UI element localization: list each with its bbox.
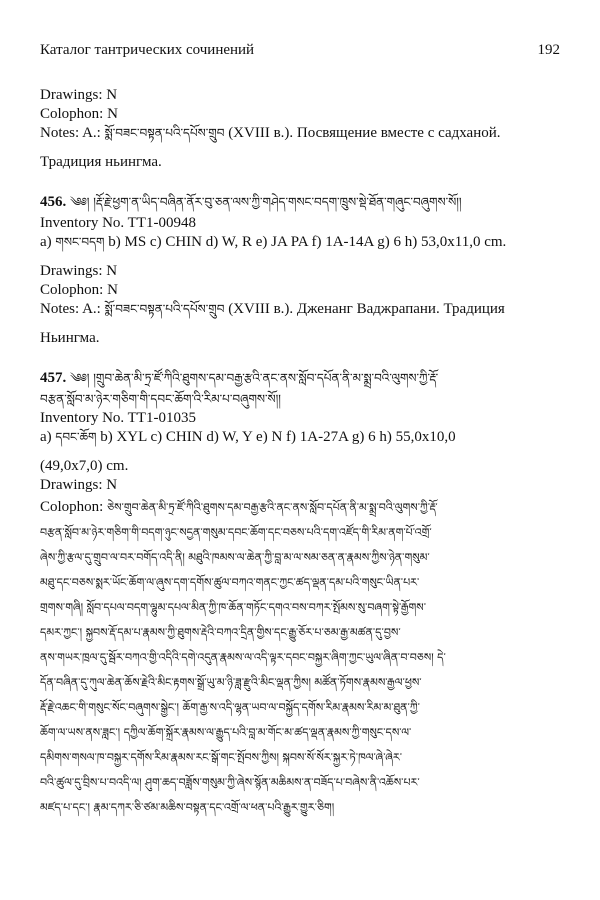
page-number: 192 (537, 42, 560, 58)
entry-number: 456. (40, 194, 67, 210)
entry-details (40, 233, 560, 252)
page-header (40, 40, 560, 60)
notes-continuation: Традиция ньингма. (40, 154, 162, 170)
notes-text: (XVIII в.). Посвящение вместе с садханой. (224, 125, 501, 141)
entry-details (40, 428, 560, 447)
genre-tibetan: དབང་ཆོག (55, 430, 97, 444)
prev-entry (40, 86, 560, 172)
drawings-field: Drawings: N (40, 477, 118, 493)
drawings-field: Drawings: N (40, 87, 118, 103)
author-name-tibetan: སྨོ་བཟང་བསྟན་པའི་དཔོས་གྲུབ (104, 302, 225, 316)
entry-title-tibetan-line2: བརྩན་སློབ་མ་ཉེར་གཅིག་གི་དབང་ཆོག་འི་རིམ་པ་བཞུགས་སོ།། (40, 392, 281, 406)
colophon-line: ནས་གཡར་ཁྲལ་དུ་སྦོར་བཀའ་གྱི་འདིའི་དགེ་འདུན་རྣམས་ལ་འདི་ལྟར་དབང་བསྐྱར་ཞིག་ཀྱང་ཡུལ་ཞིན་བ་བཅས། དེ་ (40, 651, 446, 664)
notes-field (40, 124, 560, 143)
colophon-line: དོན་བཞིན་དུ་ཀུལ་ཆེན་ཆོས་རྗེའི་མིང་རྟགས་སྒྲོ་ཡུ་མ་ཉི་ཟླ་རྫུའི་མིང་ལྡན་ཀྱིས། མཚོན་ཏོགས་རྣམས་རྒྱལ་ཕྱས་ (40, 676, 422, 689)
notes-prefix: Notes: A.: (40, 125, 105, 141)
colophon-field: Colophon: N (40, 282, 118, 298)
colophon-field: Colophon: N (40, 106, 118, 122)
drawings-field: Drawings: N (40, 263, 118, 279)
colophon-line: མཐུ་དང་བཅས་སྨར་ཡོང་ཆོག་ལ་ཞུས་དག་དགོས་ཚུལ་བཀའ་གནང་ཀྱང་ཚད་ལྡན་དམ་པའི་གསུང་ཡིན་པར་ (40, 576, 420, 589)
colophon-line: མཛད་པ་དང་། རྣམ་དཀར་ཅི་ཙམ་མཆིས་བསྟན་དང་འགྲོ་ལ་ཕན་པའི་རྒྱུར་གྱུར་ཅིག། (40, 801, 335, 814)
entry-title-tibetan: ༄༅། །གྲུབ་ཆེན་མི་ཏྲ་ཛོ་ཀིའི་ཐུགས་དམ་བརྒྱ་རྩའི་ནང་ནས་སློབ་དཔོན་ནི་མ་སྨྲ་བའི་ལུགས་ཀྱི་རྡོ་ (70, 371, 439, 385)
catalog-entry-456 (40, 190, 560, 348)
catalog-entry-457 (40, 366, 560, 820)
colophon-line: དམིགས་གསལ་ཁ་བསྐྱར་དགོས་རིམ་རྣམས་རང་སྒོ་གང་སྤོབས་ཀྱིས། སྐབས་སོ་སོར་སྐྱར་ཏེ་ཁལ་ཞེ་ཞེར་ (40, 751, 403, 764)
colophon-line: བའི་ཚུལ་དུ་བྲིས་པ་བའདི་ལ། ཤུག་ཆད་བཟློས་གསུམ་ཀྱི་ཞེས་སྙོན་མཆིམས་ན་བཟོད་པ་བཞེས་ནི་འཆོས་པར་ (40, 776, 420, 789)
entry-heading (40, 366, 560, 390)
colophon-line: རྡོ་རྗེ་འཆང་གི་གསུང་སོང་བཞུགས་སྒྱེང་། ཆོག་རྒྱ་ས་འདི་ལྷན་ཡབ་ལ་བསྐྱོད་དགོས་རིམ་རྣམས་རིམ་མ་ཐུན་ཀྱི་ (40, 701, 420, 714)
author-name-tibetan: སྨོ་བཟང་བསྟན་པའི་དཔོས་གྲུབ (104, 126, 225, 140)
inventory-number: Inventory No. TT1-01035 (40, 410, 196, 426)
running-title: Каталог тантрических сочинений (40, 42, 255, 58)
colophon-line: ཅེས་གྲུབ་ཆེན་མི་ཏྲ་ཛོ་ཀིའི་ཐུགས་དམ་བརྒྱ་རྩའི་ནང་ནས་སློབ་དཔོན་ནི་མ་སྨྲ་བའི་ལུགས་ཀྱི་རྡོ་ (107, 501, 438, 514)
entry-number: 457. (40, 370, 67, 386)
colophon-line: ཆོག་ལ་ཡས་ནས་ཟླང་། དཀྱིལ་ཆོག་སྐྲོར་རྣམས་ལ་རྒྱུད་པའི་བླ་མ་གོང་མ་ཚད་ལྡན་རྣམས་ཀྱི་གསུང་དས་ལ་ (40, 726, 412, 739)
colophon-line: ཞེས་ཀྱི་རྩལ་དུ་གྲུབ་ལ་བར་བགོད་འདི་ནི། མཐུའི་ཁམས་ལ་ཆེན་ཀྱི་བླ་མ་ལ་སམ་ཅན་ན་རྣམས་ཀྱིས་ཉེན་གསུམ་ (40, 551, 430, 564)
notes-prefix: Notes: A.: (40, 301, 105, 317)
colophon-label: Colophon: (40, 499, 108, 515)
notes-field (40, 300, 560, 319)
details-label: a) (40, 234, 56, 250)
details-text: b) MS c) CHIN d) W, R e) JA PA f) 1A-14A g) 6 h) 53,0x11,0 cm. (104, 234, 507, 250)
colophon-line: དམར་ཀྱང་། སྐྱབས་རྡོ་དམ་པ་རྣམས་ཀྱི་ཐུགས་རྡེའི་བཀའ་དྲིན་གྱིས་དང་རྒྱུ་ཅོར་པ་ཅམ་རྒྱ་མཚན་དུ་བྱས་ (40, 626, 401, 639)
inventory-number: Inventory No. TT1-00948 (40, 215, 196, 231)
colophon-line: བརྩན་སློབ་མ་ཉེར་གཅིག་གི་བདག་ཉུང་སདྱན་གསུམ་དབང་ཆོག་དང་བཅས་པའི་དག་འཛོད་གི་རིམ་ནག་པོ་འགྲོ་ (40, 526, 432, 539)
notes-continuation: Ньингма. (40, 330, 100, 346)
details-continuation: (49,0x7,0) cm. (40, 458, 129, 474)
notes-text: (XVIII в.). Дженанг Ваджрапани. Традиция (224, 301, 505, 317)
entry-title-tibetan: ༄༅། །རྡོ་རྗེ་ཕྱག་ན་ཡིད་བཞིན་ནོར་བུ་ཅན་ལས་ཀྱི་གཤེད་གསང་བདག་ཁྲུས་སྡེ་ཐོན་གཞུང་བཞུགས་སོ།། (70, 195, 462, 209)
colophon-line: གྲགས་གཞི། སློབ་དཔལ་བདག་ལྷུམ་དཔལ་མིན་ཀྱི་ཁ་ཆོན་གཏོང་དགའ་བས་བཀར་སྤོམས་སུ་བཞག་སྟེ་རྒྱོགས་ (40, 601, 427, 614)
entry-title-tibetan-continued (40, 390, 560, 409)
entry-heading (40, 190, 560, 214)
details-label: a) (40, 429, 56, 445)
genre-tibetan: གསང་བདག (55, 235, 105, 249)
colophon-field (40, 495, 560, 820)
details-text: b) XYL c) CHIN d) W, Y e) N f) 1A-27A g) 6 h) 55,0x10,0 (96, 429, 456, 445)
